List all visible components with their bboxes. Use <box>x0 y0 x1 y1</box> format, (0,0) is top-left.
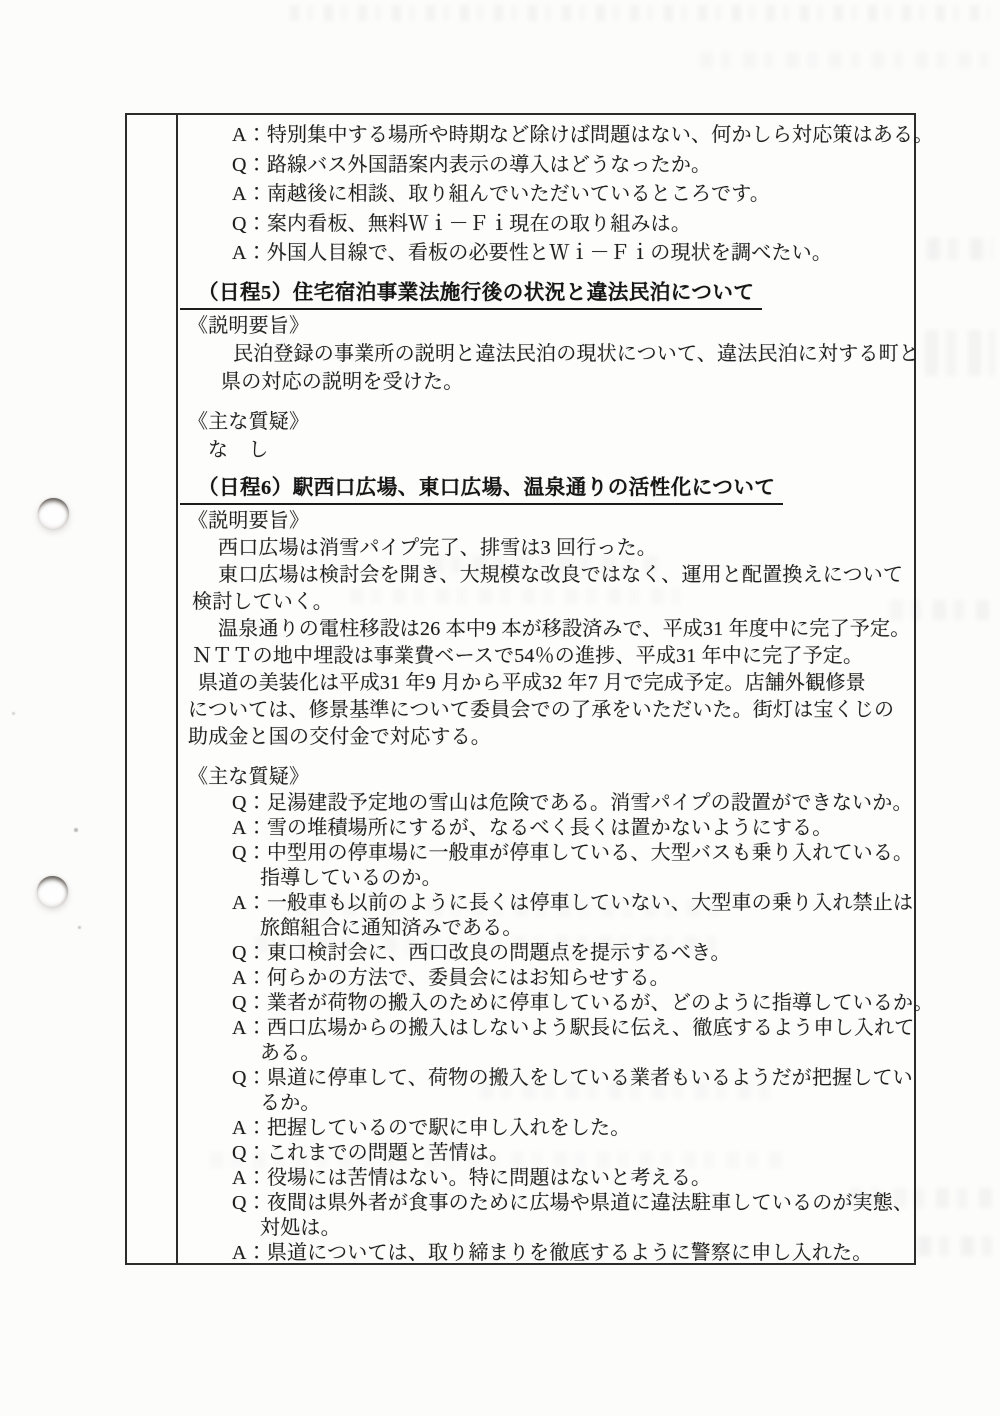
qa-line: Q：これまでの問題と苦情は。 <box>232 1141 510 1164</box>
qa-label: 《主な質疑》 <box>188 410 310 433</box>
qa-line: A：南越後に相談、取り組んでいただいているところです。 <box>232 183 771 205</box>
qa-line: Q：県道に停車して、荷物の搬入をしている業者もいるようだが把握してい <box>232 1066 913 1089</box>
summary-line: 東口広場は検討会を開き、大規模な改良ではなく、運用と配置換えについて <box>218 563 904 586</box>
qa-continuation-line: るか。 <box>260 1091 321 1114</box>
summary-line: 助成金と国の交付金で対応する。 <box>188 725 491 748</box>
qa-line: A：把握しているので駅に申し入れをした。 <box>232 1116 631 1139</box>
section6-summary-block <box>178 535 933 751</box>
section6-heading: （日程6）駅西口広場、東口広場、温泉通りの活性化について <box>180 474 783 505</box>
qa-line: A：外国人目線で、看板の必要性とＷｉ－Ｆｉの現状を調べたい。 <box>232 242 833 264</box>
qa-continuation-line: 旅館組合に通知済みである。 <box>260 916 523 939</box>
summary-line: 県道の美装化は平成31 年9 月から平成32 年7 月で完成予定。店舗外観修景 <box>198 671 866 694</box>
section5-heading: （日程5）住宅宿泊事業法施行後の状況と違法民泊について <box>180 279 762 310</box>
qa-continuation-line: 対処は。 <box>260 1216 341 1239</box>
spacer <box>178 464 933 474</box>
qa-line: A：一般車も以前のように長くは停車していない、大型車の乗り入れ禁止は <box>232 891 914 914</box>
punch-hole-top <box>38 498 69 529</box>
qa-line: A：役場には苦情はない。特に問題はないと考える。 <box>232 1166 712 1189</box>
scan-speck <box>78 926 81 929</box>
qa-none-line: な し <box>208 438 269 461</box>
qa-line: Q：足湯建設予定地の雪山は危険である。消雪パイプの設置ができないか。 <box>232 791 913 814</box>
scan-speck <box>74 828 78 832</box>
summary-line: 検討していく。 <box>192 590 333 613</box>
qa-line: Q：路線バス外国語案内表示の導入はどうなったか。 <box>232 153 712 176</box>
intro-qa-block <box>178 121 933 269</box>
section6-qa-block <box>178 791 933 1266</box>
summary-line: 西口広場は消雪パイプ完了、排雪は3 回行った。 <box>218 536 657 559</box>
minutes-table <box>125 113 934 1265</box>
bleed-mark <box>925 330 995 376</box>
summary-label: 《説明要旨》 <box>188 314 310 337</box>
scan-noise <box>290 5 990 21</box>
summary-line: 温泉通りの電柱移設は26 本中9 本が移設済みで、平成31 年度中に完了予定。 <box>218 617 911 640</box>
bleed-mark <box>927 238 993 260</box>
summary-line: 県の対応の説明を受けた。 <box>221 370 464 393</box>
qa-continuation-line: 指導しているのか。 <box>260 866 442 889</box>
qa-line: A：県道については、取り締まりを徹底するように警察に申し入れた。 <box>232 1241 873 1264</box>
qa-continuation-line: ある。 <box>260 1041 321 1064</box>
scan-speck <box>12 712 15 715</box>
qa-line: A：特別集中する場所や時期など除けば問題はない、何かしら対応策はある。 <box>232 124 934 146</box>
spacer <box>178 269 933 279</box>
summary-line: については、修景基準について委員会での了承をいただいた。街灯は宝くじの <box>188 698 895 721</box>
spacer <box>178 751 933 763</box>
qa-line: A：雪の堆積場所にするが、なるべく長くは置かないようにする。 <box>232 816 833 839</box>
bleed-mark <box>700 52 990 68</box>
qa-label: 《主な質疑》 <box>188 765 310 788</box>
summary-label: 《説明要旨》 <box>188 509 310 532</box>
table-margin-column <box>127 115 178 1263</box>
qa-line: A：西口広場からの搬入はしないよう駅長に伝え、徹底するよう申し入れて <box>232 1016 915 1039</box>
table-content-column <box>178 115 933 1263</box>
qa-line: Q：東口検討会に、西口改良の問題点を提示するべき。 <box>232 941 731 964</box>
qa-line: Q：業者が荷物の搬入のために停車しているが、どのように指導しているか。 <box>232 991 934 1014</box>
qa-line: Q：夜間は県外者が食事のために広場や県道に違法駐車しているのが実態、 <box>232 1191 914 1214</box>
summary-line: ＮＴＴの地中埋設は事業費ベースで54％の進捗、平成31 年中に完了予定。 <box>192 644 864 667</box>
qa-line: A：何らかの方法で、委員会にはお知らせする。 <box>232 966 670 989</box>
qa-line: Q：中型用の停車場に一般車が停車している、大型バスも乗り入れている。 <box>232 841 914 864</box>
spacer <box>178 396 933 408</box>
qa-line: Q：案内看板、無料Ｗｉ－Ｆｉ現在の取り組みは。 <box>232 212 692 235</box>
summary-line: 民泊登録の事業所の説明と違法民泊の現状について、違法民泊に対する町と <box>233 342 919 365</box>
punch-hole-bottom <box>37 876 68 907</box>
